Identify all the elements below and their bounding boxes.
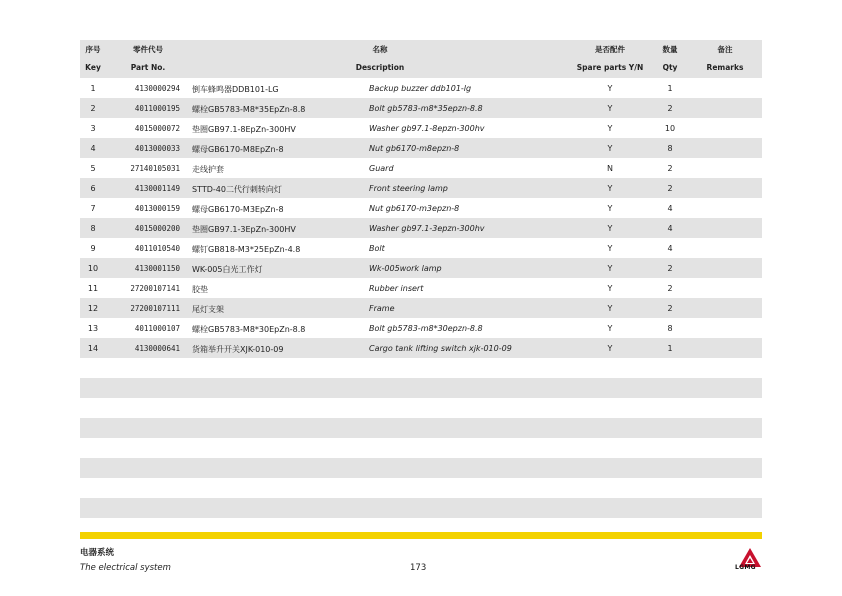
row-description: Rubber insert — [369, 284, 424, 293]
logo-text: LGMG — [735, 564, 756, 571]
row-description: Nut gb6170-m3epzn-8 — [369, 204, 460, 213]
row-name-cn: 螺母GB6170-M8EpZn-8 — [192, 145, 284, 154]
row-name-cn: 螺栓GB5783-M8*35EpZn-8.8 — [192, 105, 306, 114]
header-key-cn: 序号 — [85, 45, 101, 54]
row-key: 5 — [90, 164, 96, 173]
row-part-number: 27200107141 — [130, 284, 180, 293]
table-header — [80, 40, 762, 78]
row-key: 6 — [90, 184, 96, 193]
row-description: Backup buzzer ddb101-lg — [369, 84, 472, 93]
row-spare-flag: N — [607, 164, 613, 173]
empty-row — [80, 438, 762, 458]
row-quantity: 2 — [667, 284, 673, 293]
row-quantity: 2 — [667, 304, 673, 313]
row-part-number: 4130001149 — [134, 184, 180, 193]
row-spare-flag: Y — [607, 244, 613, 253]
row-name-cn: 走线护套 — [192, 165, 224, 174]
row-description: Front steering lamp — [369, 184, 448, 193]
row-spare-flag: Y — [607, 84, 613, 93]
row-name-cn: 胶垫 — [192, 285, 208, 294]
header-remarks-cn: 备注 — [717, 45, 733, 54]
table-row — [80, 318, 762, 338]
empty-row — [80, 418, 762, 438]
row-spare-flag: Y — [607, 124, 613, 133]
table-row — [80, 298, 762, 318]
row-spare-flag: Y — [607, 204, 613, 213]
row-spare-flag: Y — [607, 324, 613, 333]
row-name-cn: 螺栓GB5783-M8*30EpZn-8.8 — [192, 325, 306, 334]
table-row — [80, 258, 762, 278]
header-qty-cn: 数量 — [662, 45, 678, 54]
row-name-cn: STTD-40二代行刺转向灯 — [192, 185, 282, 194]
row-key: 4 — [90, 144, 96, 153]
section-title-en: The electrical system — [80, 563, 171, 573]
table-row — [80, 178, 762, 198]
section-title-cn: 电器系统 — [80, 548, 115, 558]
row-description: Nut gb6170-m8epzn-8 — [369, 144, 460, 153]
row-part-number: 4130000641 — [134, 344, 180, 353]
row-spare-flag: Y — [607, 224, 613, 233]
row-name-cn: 螺钉GB818-M3*25EpZn-4.8 — [192, 245, 301, 254]
row-description: Wk-005work lamp — [369, 264, 442, 273]
row-quantity: 2 — [667, 164, 673, 173]
row-key: 1 — [90, 84, 96, 93]
row-name-cn: 垫圈GB97.1-8EpZn-300HV — [192, 125, 296, 134]
table-row — [80, 218, 762, 238]
row-part-number: 4130001150 — [134, 264, 180, 273]
row-quantity: 2 — [667, 104, 673, 113]
row-part-number: 4013000159 — [134, 204, 180, 213]
table-row — [80, 338, 762, 358]
row-description: Frame — [369, 304, 395, 313]
row-description: Guard — [369, 164, 394, 173]
row-quantity: 10 — [664, 124, 676, 133]
table-row — [80, 138, 762, 158]
header-desc-en: Description — [355, 63, 405, 72]
row-spare-flag: Y — [607, 304, 613, 313]
row-spare-flag: Y — [607, 344, 613, 353]
empty-row — [80, 458, 762, 478]
row-quantity: 8 — [667, 144, 673, 153]
row-name-cn: 螺母GB6170-M3EpZn-8 — [192, 205, 284, 214]
header-part-en: Part No. — [130, 63, 166, 72]
row-key: 9 — [90, 244, 96, 253]
header-part-cn: 零件代号 — [133, 45, 163, 54]
row-spare-flag: Y — [607, 264, 613, 273]
table-row — [80, 78, 762, 98]
empty-row — [80, 498, 762, 518]
header-remarks-en: Remarks — [706, 63, 744, 72]
row-part-number: 4011010540 — [134, 244, 180, 253]
row-key: 14 — [87, 344, 99, 353]
empty-row — [80, 398, 762, 418]
row-quantity: 2 — [667, 264, 673, 273]
row-name-cn: 尾灯支架 — [192, 305, 224, 314]
row-description: Washer gb97.1-8epzn-300hv — [369, 124, 485, 133]
row-description: Washer gb97.1-3epzn-300hv — [369, 224, 485, 233]
row-part-number: 4013000033 — [134, 144, 180, 153]
row-spare-flag: Y — [607, 284, 613, 293]
row-quantity: 2 — [667, 184, 673, 193]
row-part-number: 4011000195 — [134, 104, 180, 113]
row-description: Bolt gb5783-m8*30epzn-8.8 — [369, 324, 483, 333]
row-key: 8 — [90, 224, 96, 233]
row-key: 13 — [87, 324, 99, 333]
row-key: 12 — [87, 304, 99, 313]
table-row — [80, 238, 762, 258]
table-row — [80, 118, 762, 138]
row-name-cn: WK-005白光工作灯 — [192, 265, 263, 274]
row-spare-flag: Y — [607, 144, 613, 153]
parts-table — [80, 40, 762, 518]
table-row — [80, 198, 762, 218]
row-quantity: 4 — [667, 204, 673, 213]
table-row — [80, 278, 762, 298]
row-key: 3 — [90, 124, 96, 133]
accent-bar — [80, 532, 762, 539]
header-desc-cn: 名称 — [372, 45, 388, 54]
row-part-number: 4130000294 — [134, 84, 180, 93]
empty-row — [80, 378, 762, 398]
row-description: Bolt gb5783-m8*35epzn-8.8 — [369, 104, 483, 113]
row-quantity: 8 — [667, 324, 673, 333]
row-name-cn: 倒车蜂鸣器DDB101-LG — [192, 85, 279, 94]
row-key: 10 — [87, 264, 99, 273]
table-row — [80, 98, 762, 118]
header-spare-en: Spare parts Y/N — [576, 63, 644, 72]
header-key-en: Key — [85, 63, 101, 72]
header-spare-cn: 是否配件 — [595, 45, 625, 54]
row-part-number: 4011000107 — [134, 324, 180, 333]
header-qty-en: Qty — [662, 63, 678, 72]
row-part-number: 27140105031 — [130, 164, 180, 173]
row-key: 11 — [87, 284, 99, 293]
table-body — [80, 78, 762, 518]
row-key: 7 — [90, 204, 96, 213]
row-part-number: 27200107111 — [130, 304, 180, 313]
page-number: 173 — [410, 563, 427, 573]
row-quantity: 1 — [667, 344, 673, 353]
empty-row — [80, 478, 762, 498]
row-quantity: 1 — [667, 84, 673, 93]
row-part-number: 4015000200 — [134, 224, 180, 233]
row-spare-flag: Y — [607, 184, 613, 193]
row-spare-flag: Y — [607, 104, 613, 113]
row-quantity: 4 — [667, 224, 673, 233]
row-name-cn: 货箱举升开关XJK-010-09 — [192, 345, 284, 354]
empty-row — [80, 358, 762, 378]
row-key: 2 — [90, 104, 96, 113]
row-description: Cargo tank lifting switch xjk-010-09 — [369, 344, 512, 353]
row-name-cn: 垫圈GB97.1-3EpZn-300HV — [192, 225, 296, 234]
row-quantity: 4 — [667, 244, 673, 253]
row-description: Bolt — [369, 244, 385, 253]
row-part-number: 4015000072 — [134, 124, 180, 133]
table-row — [80, 158, 762, 178]
